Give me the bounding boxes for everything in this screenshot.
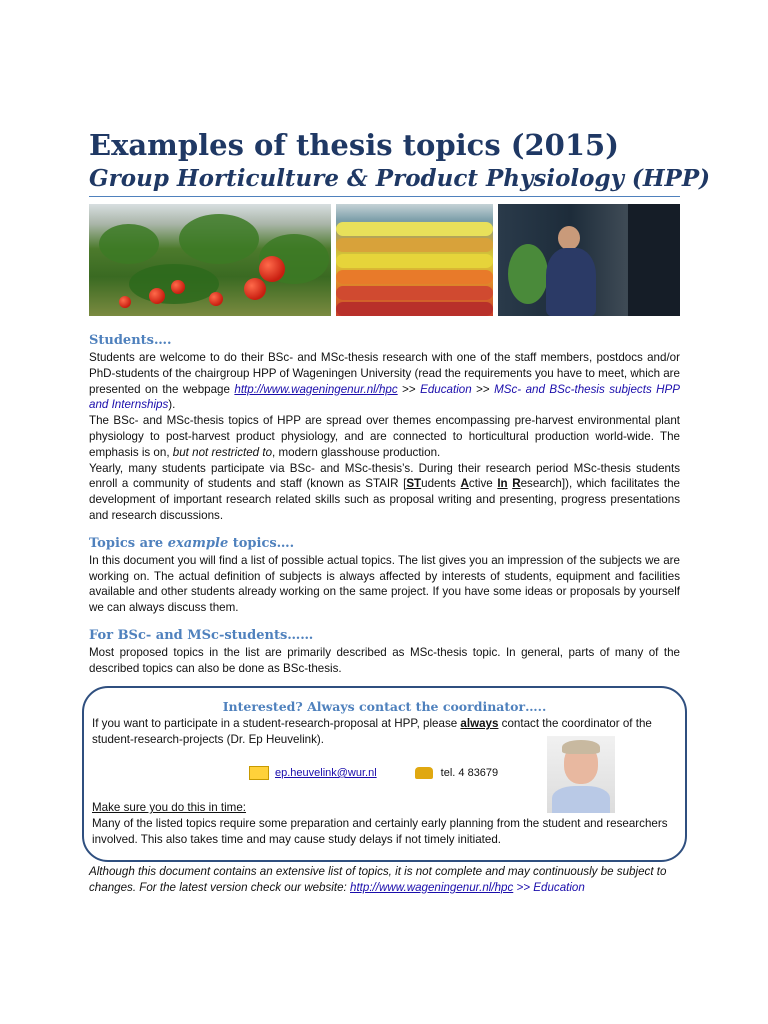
contact-box-intro: If you want to participate in a student-research-proposal at HPP, please always contact the coordinator of the student-research-projects (Dr. Ep Heuvelink). [92, 717, 652, 746]
contact-details [249, 766, 498, 780]
hpp-website-link[interactable]: http://www.wageningenur.nl/hpc [234, 382, 398, 396]
photo-researcher-lab [498, 204, 680, 316]
phone-icon [415, 767, 433, 779]
bsc-msc-heading: For BSc- and MSc-students…… [89, 627, 314, 643]
document-page [89, 128, 711, 677]
footer-note: Although this document contains an extensive list of topics, it is not complete and may continuously be subject to changes. For the latest version check our website: http://www.wageningenur.nl/hpc >> Education [89, 865, 667, 894]
email-link[interactable]: ep.heuvelink@wur.nl [275, 766, 377, 779]
title-divider [89, 196, 680, 197]
phone-number: tel. 4 83679 [440, 766, 499, 779]
education-link[interactable]: Education [420, 382, 472, 396]
photo-chrysanthemums [336, 204, 493, 316]
thesis-subjects-link[interactable]: MSc- and BSc-thesis subjects HPP and Internships [89, 382, 681, 412]
contact-coordinator-box [82, 686, 687, 862]
time-heading: Make sure you do this in time: [92, 801, 247, 814]
topics-paragraph: In this document you will find a list of possible actual topics. The list gives you an impression of the subjects we are working on. The actual definition of subjects is always affected by interests of students, equipment and facilities available and other students already working on the same project. If you have some ideas or proposals by yourself we can always discuss them. [89, 553, 680, 615]
topics-heading: Topics are example topics…. [89, 535, 295, 551]
photo-strip [89, 204, 680, 316]
footer-education-link[interactable]: Education [533, 880, 585, 894]
email-icon [249, 766, 269, 780]
students-paragraph-2: The BSc- and MSc-thesis topics of HPP are spread over themes encompassing pre-harvest environmental plant physiology to post-harvest product physiology, and are connected to horticultural production world-wide. The emphasis is on, but not restricted to, modern glasshouse production. [89, 414, 680, 459]
students-heading: Students…. [89, 333, 172, 348]
photo-tomato-greenhouse [89, 204, 331, 316]
contact-box-title: Interested? Always contact the coordinator….. [222, 699, 547, 714]
students-paragraph-1: Students are welcome to do their BSc- and MSc-thesis research with one of the staff members, postdocs and/or PhD-students of the chairgroup HPP of Wageningen University (read the requirements you have to meet, which are presented on the webpage http://www.wageningenur.nl/hpc >> Education >> MSc- and BSc-thesis subjects HPP and Internships). [89, 351, 681, 412]
time-paragraph: Many of the listed topics require some preparation and certainly early planning from the student and researchers involved. This also takes time and may cause study delays if not timely initiated. [92, 817, 668, 846]
coordinator-photo [547, 736, 615, 813]
bsc-msc-paragraph: Most proposed topics in the list are primarily described as MSc-thesis topic. In general, parts of many of the described topics can also be done as BSc-thesis. [89, 645, 680, 675]
page-title: Examples of thesis topics (2015) [89, 128, 619, 162]
students-paragraph-3: Yearly, many students participate via BSc- and MSc-thesis’s. During their research period MSc-thesis students enroll a community of students and staff (known as STAIR [STudents Active In Research]), which facilitates the development of important research related skills such as proposal writing and presenting, progress presentations and research discussions. [89, 461, 680, 522]
page-subtitle: Group Horticulture & Product Physiology (HPP) [89, 165, 711, 192]
footer-website-link[interactable]: http://www.wageningenur.nl/hpc [350, 880, 514, 894]
